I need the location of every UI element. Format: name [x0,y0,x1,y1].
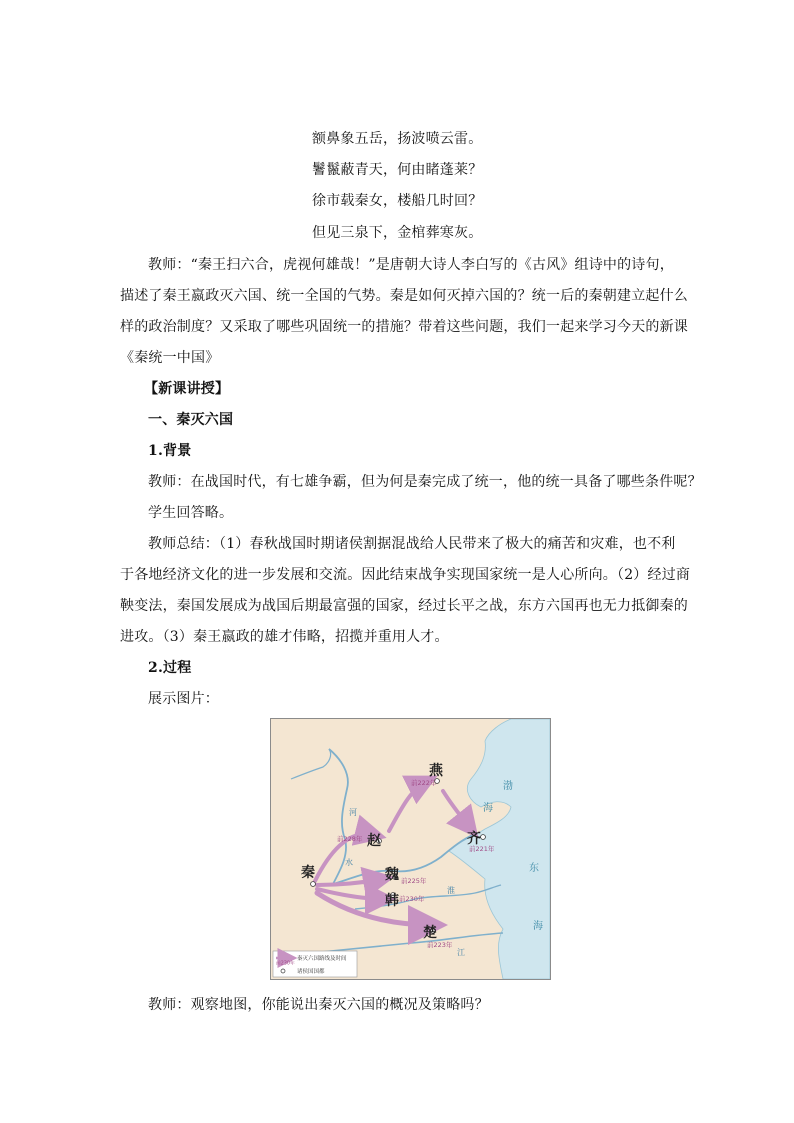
teacher-question-2: 教师：观察地图，你能说出秦灭六国的概况及策略吗？ [148,997,489,1013]
date-chu: 前223年 [427,941,453,949]
state-label-chu: 楚 [423,925,437,941]
date-wei: 前225年 [401,877,427,885]
poem-line-4: 但见三泉下，金棺葬寒灰。 [312,225,483,241]
river-label-jiang: 江 [457,948,465,957]
legend-sample-date: 前230年 [276,961,295,967]
date-yan: 前222年 [411,779,437,787]
summary-line-4: 进攻。（3）秦王嬴政的雄才伟略，招揽并重用人才。 [120,629,449,645]
intro-line-2: 描述了秦王嬴政灭六国、统一全国的气势。秦是如何灭掉六国的？统一后的秦朝建立起什么 [120,288,688,304]
poem-line-1: 额鼻象五岳，扬波喷云雷。 [312,131,483,147]
date-qi: 前221年 [469,845,495,853]
heading-process: 2.过程 [148,660,192,676]
date-zhao: 前228年 [337,835,363,843]
legend-capital-label: 诸侯国国都 [297,969,325,975]
sea-label-dong: 东 [529,863,539,874]
teacher-question-1: 教师：在战国时代，有七雄争霸，但为何是秦完成了统一，他的统一具备了哪些条件呢？ [148,474,702,490]
legend-capital-swatch [281,969,285,973]
intro-line-1: 教师：“秦王扫六合，虎视何雄哉！”是唐朝大诗人李白写的《古风》组诗中的诗句， [148,257,674,273]
river-label-shui: 水 [345,858,353,867]
capital-marker-qi [481,835,486,840]
state-label-wei: 魏 [385,867,399,883]
student-answer: 学生回答略。 [148,505,234,521]
state-label-qi: 齐 [467,831,481,847]
map-svg [271,719,550,979]
state-label-han: 韩 [385,893,399,909]
qin-conquest-map [270,718,551,980]
sea-label-bo: 渤 [503,781,513,792]
intro-line-4: 《秦统一中国》 [120,350,220,366]
capital-marker-qin [311,882,316,887]
state-label-qin: 秦 [301,865,315,881]
sea-label-hai-2: 海 [533,921,543,932]
poem-line-3: 徐市载秦女，楼船几时回？ [312,193,483,209]
heading-qin-conquers: 一、秦灭六国 [148,412,234,428]
river-label-huai: 淮 [447,886,455,895]
map-legend [273,951,357,977]
summary-line-2: 于各地经济文化的进一步发展和交流。因此结束战争实现国家统一是人心所向。（2）经过商 [120,567,691,583]
summary-line-1: 教师总结：（1）春秋战国时期诸侯割据混战给人民带来了极大的痛苦和灾难，也不利 [148,536,676,552]
state-label-zhao: 赵 [367,833,381,849]
river-label-he: 河 [349,808,357,817]
section-new-lesson: 【新课讲授】 [144,381,230,397]
show-picture-label: 展示图片： [148,691,219,707]
summary-line-3: 鞅变法，秦国发展成为战国后期最富强的国家，经过长平之战，东方六国再也无力抵御秦的 [120,598,688,614]
poem-line-2: 鬐鬣蔽青天，何由睹蓬莱？ [312,162,483,178]
legend-route-label: 秦灭六国路线及时间 [297,956,347,962]
state-label-yan: 燕 [429,763,443,779]
sea-label-hai-1: 海 [483,803,493,814]
intro-line-3: 样的政治制度？又采取了哪些巩固统一的措施？带着这些问题，我们一起来学习今天的新课 [120,319,688,335]
date-han: 前230年 [399,895,425,903]
heading-background: 1.背景 [148,443,192,459]
